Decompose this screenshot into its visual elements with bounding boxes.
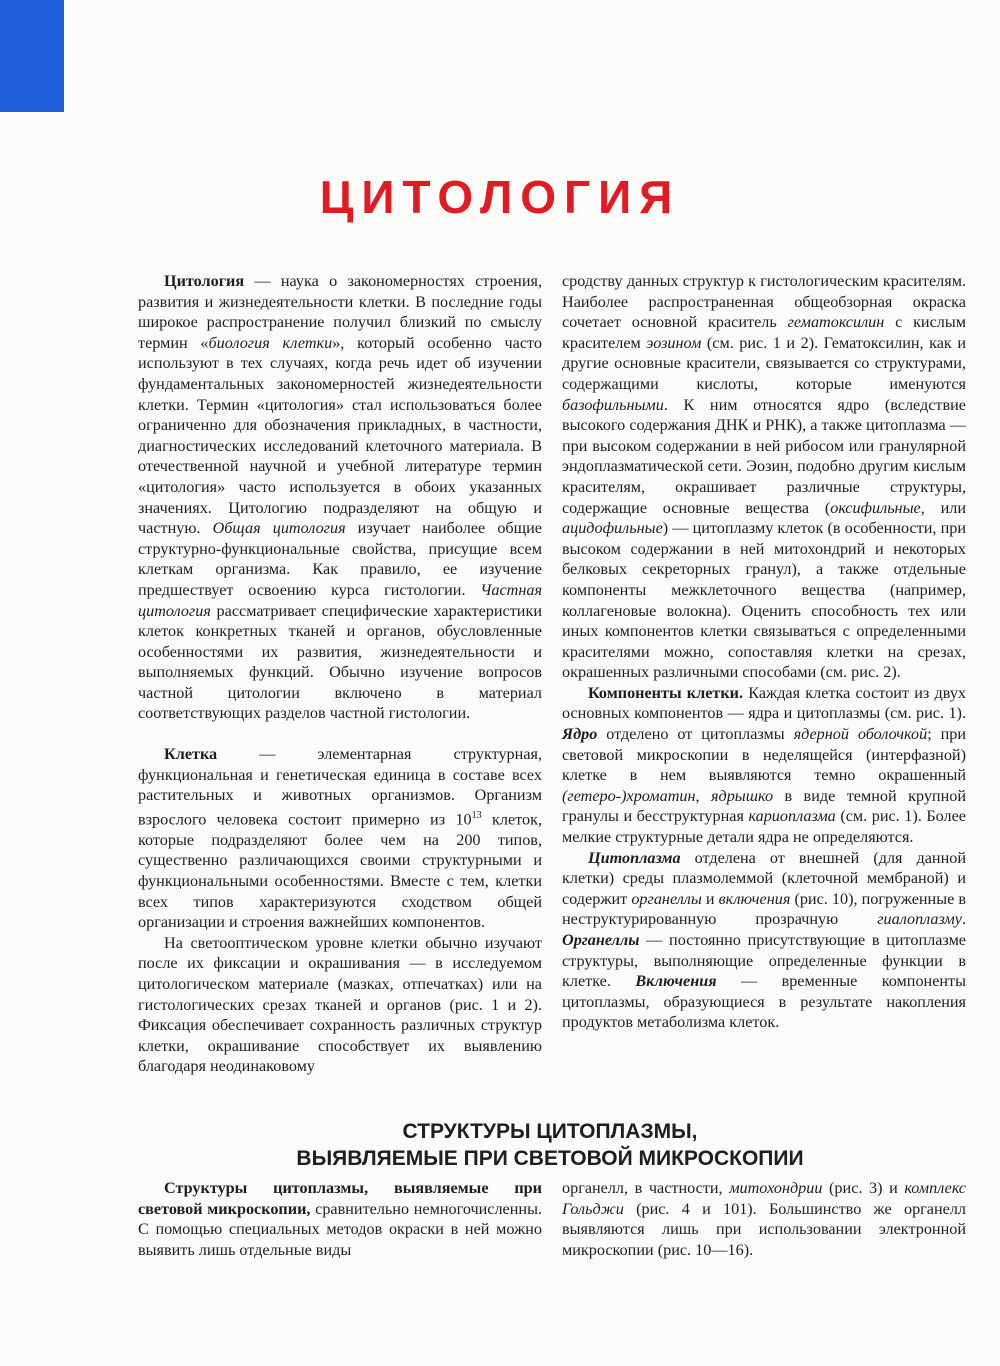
text-run: Компоненты клетки.: [588, 683, 744, 702]
text-run: Органеллы: [562, 931, 640, 949]
text-run: включения: [718, 889, 791, 908]
text-run: ) — цитоплазму клеток (в особенности, при высоком содержании в ней митохондрий и некоторых белковых секреторных гранул), а также отдельные компоненты межклеточного вещества (например, коллагеновые волокна). Оценить способность тех или иных компонентов клетки связываться с определенными красителями можно, сопоставляя клетки на срезах, окрашенных различными способами (см. рис. 2).: [562, 519, 966, 682]
text-run: эозином: [646, 333, 702, 352]
text-run: рассматривает специфические характеристики клеток конкретных тканей и органов, обусловленные особенностями их развития, жизнедеятельности и выполняемых функций. Обычно изучение вопросов частной цитологии включено в материал соответствующих разделов частной гистологии.: [138, 601, 542, 723]
column-2: [562, 271, 966, 1033]
text-run: ядерной оболочкой: [793, 725, 928, 744]
text-run: клеток, которые подразделяют более чем на 200 типов, существенно различающихся своими структурными и функциональными особенностями. Вместе с тем, клетки всех типов характеризуются сходством общей организации и строения важнейших компонентов.: [138, 810, 542, 932]
text-run: гиалоплазму: [877, 910, 962, 929]
col2-paragraph-1: [562, 271, 966, 683]
text-run: (гетеро-)хроматин: [562, 786, 696, 805]
text-run: (рис. 10), погруженные в неструктурированную прозрачную: [562, 889, 966, 929]
col1-paragraph-3: [138, 933, 542, 1077]
section-heading: [130, 1118, 970, 1172]
column-4: [562, 1178, 966, 1260]
text-run: и: [701, 889, 719, 908]
text-run: — наука о закономерностях строения, развития и жизнедеятельности клетки. В последние годы широкое распространение получил близкий по смыслу термин «: [138, 272, 542, 352]
text-run: органелл, в частности,: [562, 1179, 730, 1197]
col1-paragraph-2: [138, 744, 542, 933]
text-run: (рис. 4 и 101). Большинство же органелл выявляются лишь при использовании электронной микроскопии (рис. 10—16).: [562, 1199, 966, 1259]
text-run: Частная цитология: [138, 580, 542, 620]
text-run: в виде темной крупной гранулы и бесструктурная: [562, 786, 966, 826]
text-run: митохондрии: [729, 1179, 823, 1197]
text-run: », который особенно часто используют в тех случаях, когда речь идет об изучении фундаментальных закономерностей жизнедеятельности клетки. Термин «цитология» стал использоваться более ограниченно для обозначения прикладных, в частности, диагностических исследований клеточного материала. В отечественной научной и учебной литературе термин «цитология» часто используется в обоих указанных значениях. Цитологию подразделяют на общую и частную.: [138, 333, 542, 538]
text-run: биология клетки: [208, 333, 333, 352]
text-run: — элементарная структурная, функциональная и генетическая единица в составе всех растительных и животных организмов. Организм взрослого человека состоит примерно из 10: [138, 745, 542, 829]
text-run: . К ним относятся ядро (вследствие высокого содержания ДНК и РНК), а также цитоплазма — при высоком содержании в ней рибосом или гранулярной эндоплазматической сети. Эозин, подобно другим кислым красителям, окрашивает различные структуры, содержащие основные вещества (: [562, 395, 966, 517]
blue-corner-tab: [0, 0, 64, 112]
col1-paragraph-1: [138, 271, 542, 724]
text-run: На светооптическом уровне клетки обычно изучают после их фиксации и окрашивания — в исследуемом цитологическом материале (мазках, отпечатках) или на гистологических срезах тканей и органов (рис. 1 и 2). Фиксация обеспечивает сохранность различных структур клетки, окрашивание способствует их выявлению благодаря неодинаковому: [138, 933, 542, 1076]
column-1: [138, 271, 542, 1077]
text-run: ядрышко: [711, 786, 774, 805]
text-run: Включения: [635, 972, 717, 991]
col2-paragraph-3: [562, 848, 966, 1033]
section-heading-line-2: ВЫЯВЛЯЕМЫЕ ПРИ СВЕТОВОЙ МИКРОСКОПИИ: [296, 1147, 804, 1170]
text-run: .: [961, 910, 966, 929]
col4-paragraph-1: [562, 1178, 966, 1260]
text-run: отделена от внешней (для данной клетки) среды плазмолеммой (клеточной мембраной) и содержит: [562, 848, 966, 908]
text-run: сродству данных структур к гистологическим красителям. Наиболее распространенная общеобзорная окраска сочетает основной краситель: [562, 272, 966, 332]
text-run: Каждая клетка состоит из двух основных компонентов — ядра и цитоплазмы (см. рис. 1).: [562, 683, 967, 723]
text-run: Цитоплазма: [588, 848, 681, 867]
text-run: отделено от цитоплазмы: [597, 725, 794, 744]
text-run: органеллы: [631, 889, 702, 908]
text-run: ; при световой микроскопии в неделящейся (интерфазной) клетке в нем выявляются темно окрашенный: [562, 725, 966, 785]
text-run: с кислым красителем: [562, 313, 966, 352]
text-run: (см. рис. 1). Более мелкие структурные детали ядра не определяются.: [562, 807, 966, 847]
column-3: [138, 1178, 542, 1260]
text-run: кариоплазма: [748, 807, 836, 826]
text-run: Цитология: [164, 272, 245, 290]
text-run: — постоянно присутствующие в цитоплазме структуры, выполняющие определенные функции в клетке.: [562, 931, 966, 991]
text-run: Структуры цитоплазмы, выявляемые при световой микроскопии,: [138, 1179, 542, 1218]
text-run: базофильными: [562, 395, 664, 414]
text-run: Общая цитология: [212, 519, 346, 538]
text-run: комплекс Гольджи: [562, 1179, 966, 1218]
text-run: 13: [471, 809, 482, 821]
text-run: ацидофильные: [562, 519, 663, 538]
text-run: сравнительно немногочисленны. С помощью специальных методов окраски в ней можно выявить лишь отдельные виды: [138, 1199, 542, 1259]
text-run: — временные компоненты цитоплазмы, образующиеся в результате накопления продуктов метаболизма клеток.: [562, 972, 966, 1032]
section-heading-line-1: СТРУКТУРЫ ЦИТОПЛАЗМЫ,: [402, 1120, 698, 1143]
text-run: ,: [695, 786, 711, 805]
col3-paragraph-1: [138, 1178, 542, 1260]
text-run: гематоксилин: [787, 313, 885, 332]
text-run: (рис. 3) и: [822, 1179, 905, 1197]
page-title: ЦИТОЛОГИЯ: [319, 171, 681, 223]
text-run: изучает наиболее общие структурно-функциональные свойства, присущие всем клеткам организма. Как правило, ее изучение предшествует освоению курса гистологии.: [138, 519, 542, 599]
text-run: Клетка: [164, 745, 218, 764]
text-run: или: [924, 498, 966, 517]
text-run: Ядро: [562, 725, 598, 744]
text-run: оксифильные,: [830, 498, 925, 517]
col2-paragraph-2: [562, 683, 966, 848]
text-run: (см. рис. 1 и 2). Гематоксилин, как и другие основные красители, связывается со структурами, содержащими кислоты, которые именуются: [562, 333, 966, 393]
